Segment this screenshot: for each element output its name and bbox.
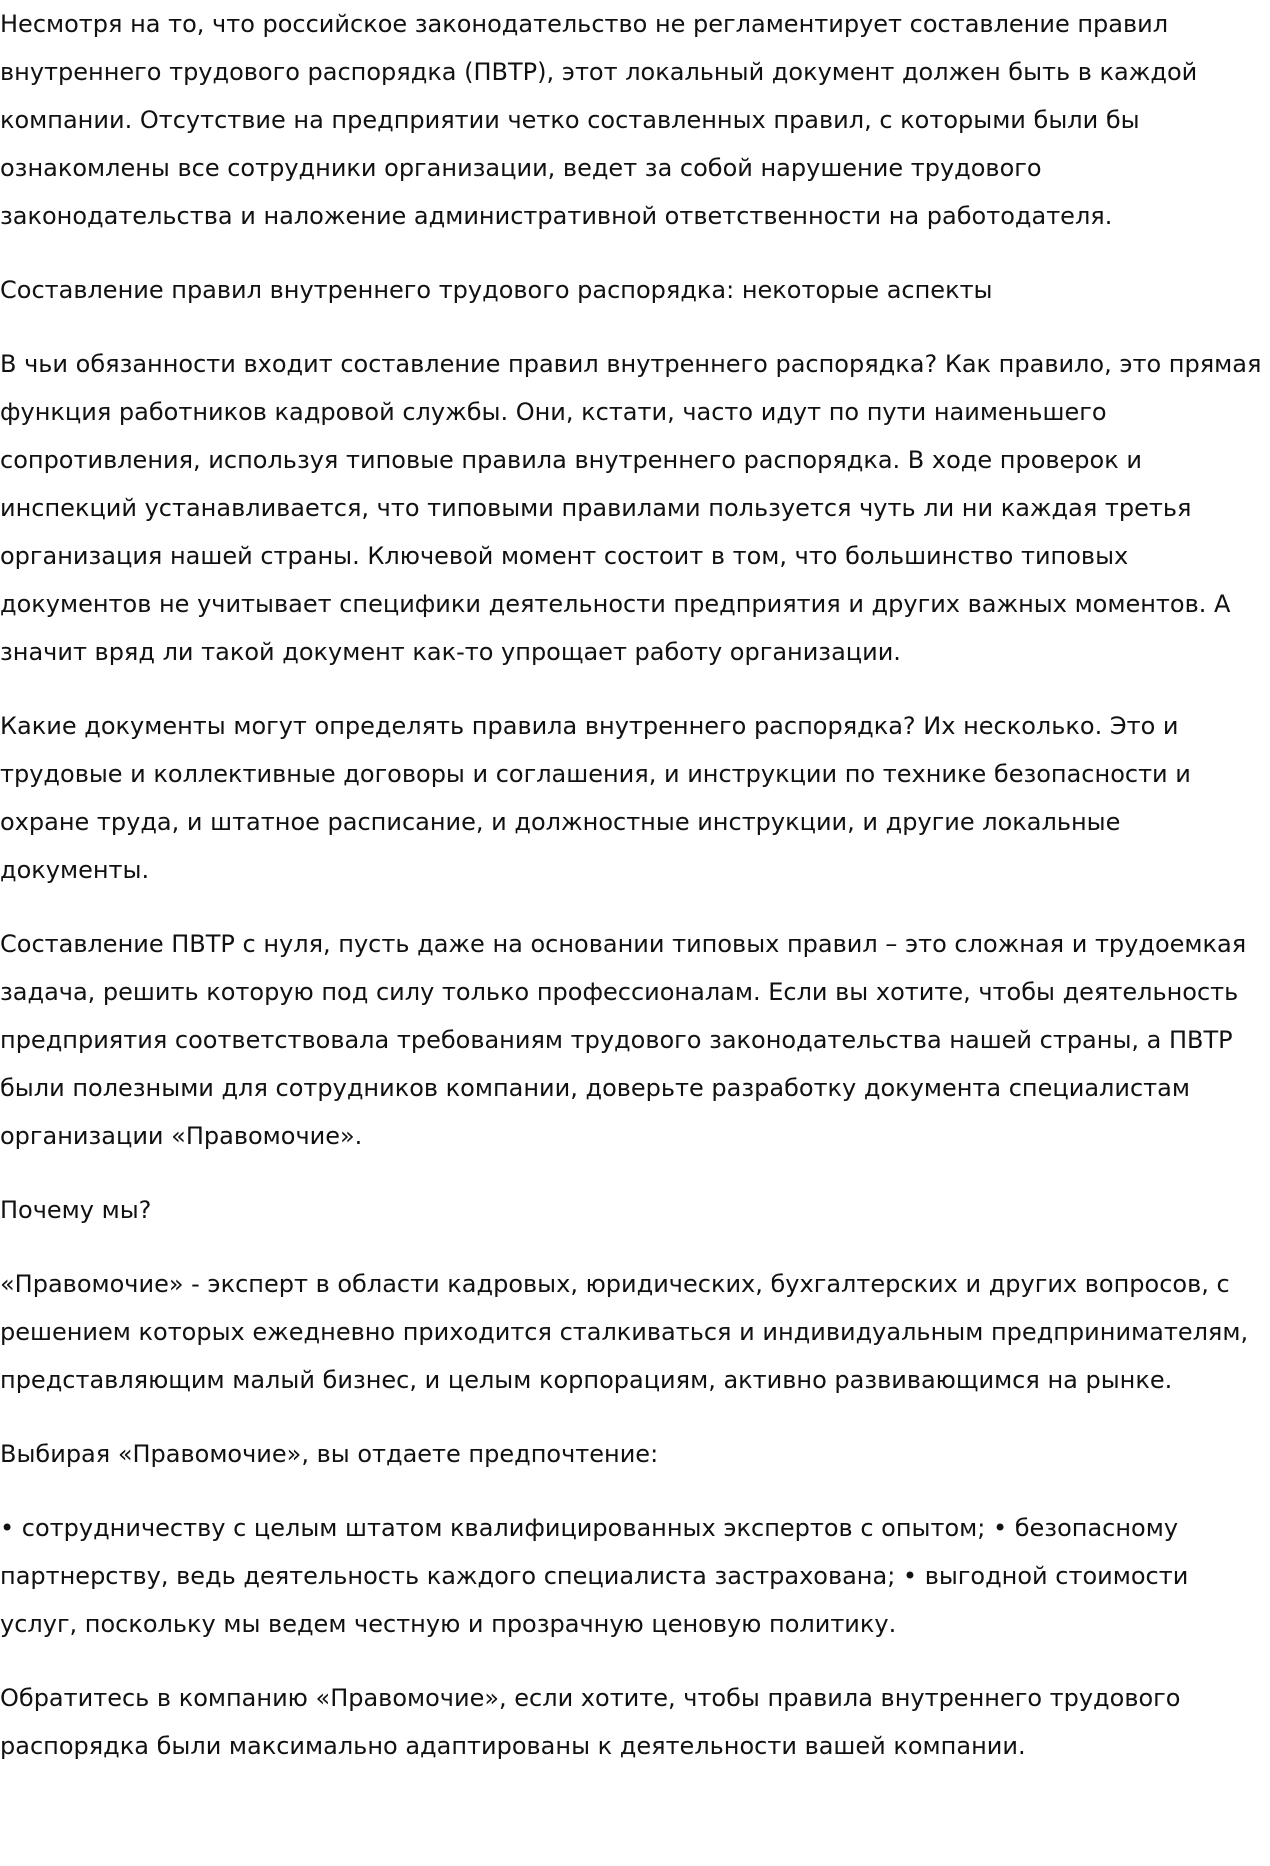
section-heading: Составление правил внутреннего трудового распорядка: некоторые аспекты	[0, 276, 993, 304]
from-scratch-paragraph: Составление ПВТР с нуля, пусть даже на основании типовых правил – это сложная и трудоемкая задача, решить которую под силу только профессионалам. Если вы хотите, чтобы деятельность предприятия соответствовала требованиям трудового законодательства нашей страны, а ПВТР были полезными для сотрудников компании, доверьте разработку документа специалистам организации «Правомочие».	[0, 930, 1247, 1150]
documents-paragraph: Какие документы могут определять правила внутреннего распорядка? Их несколько. Это и трудовые и коллективные договоры и соглашения, и инструкции по технике безопасности и охране труда, и штатное расписание, и должностные инструкции, и другие локальные документы.	[0, 712, 1191, 884]
choosing-paragraph: Выбирая «Правомочие», вы отдаете предпочтение:	[0, 1440, 659, 1468]
closing-paragraph: Обратитесь в компанию «Правомочие», если хотите, чтобы правила внутреннего трудового распорядка были максимально адаптированы к деятельности вашей компании.	[0, 1684, 1181, 1760]
intro-paragraph: Несмотря на то, что российское законодательство не регламентирует составление правил внутреннего трудового распорядка (ПВТР), этот локальный документ должен быть в каждой компании. Отсутствие на предприятии четко составленных правил, с которыми были бы ознакомлены все сотрудники организации, ведет за собой нарушение трудового законодательства и наложение административной ответственности на работодателя.	[0, 10, 1198, 230]
expert-paragraph: «Правомочие» - эксперт в области кадровых, юридических, бухгалтерских и других вопросов, с решением которых ежедневно приходится сталкиваться и индивидуальным предпринимателям, представляющим малый бизнес, и целым корпорациям, активно развивающимся на рынке.	[0, 1270, 1249, 1394]
why-us-heading: Почему мы?	[0, 1196, 152, 1224]
responsibility-paragraph: В чьи обязанности входит составление правил внутреннего распорядка? Как правило, это прямая функция работников кадровой службы. Они, кстати, часто идут по пути наименьшего сопротивления, используя типовые правила внутреннего распорядка. В ходе проверок и инспекций устанавливается, что типовыми правилами пользуется чуть ли ни каждая третья организация нашей страны. Ключевой момент состоит в том, что большинство типовых документов не учитывает специфики деятельности предприятия и других важных моментов. А значит вряд ли такой документ как-то упрощает работу организации.	[0, 350, 1262, 666]
benefits-list: • сотрудничеству с целым штатом квалифицированных экспертов с опытом; • безопасному партнерству, ведь деятельность каждого специалиста застрахована; • выгодной стоимости услуг, поскольку мы ведем честную и прозрачную ценовую политику.	[0, 1514, 1189, 1638]
